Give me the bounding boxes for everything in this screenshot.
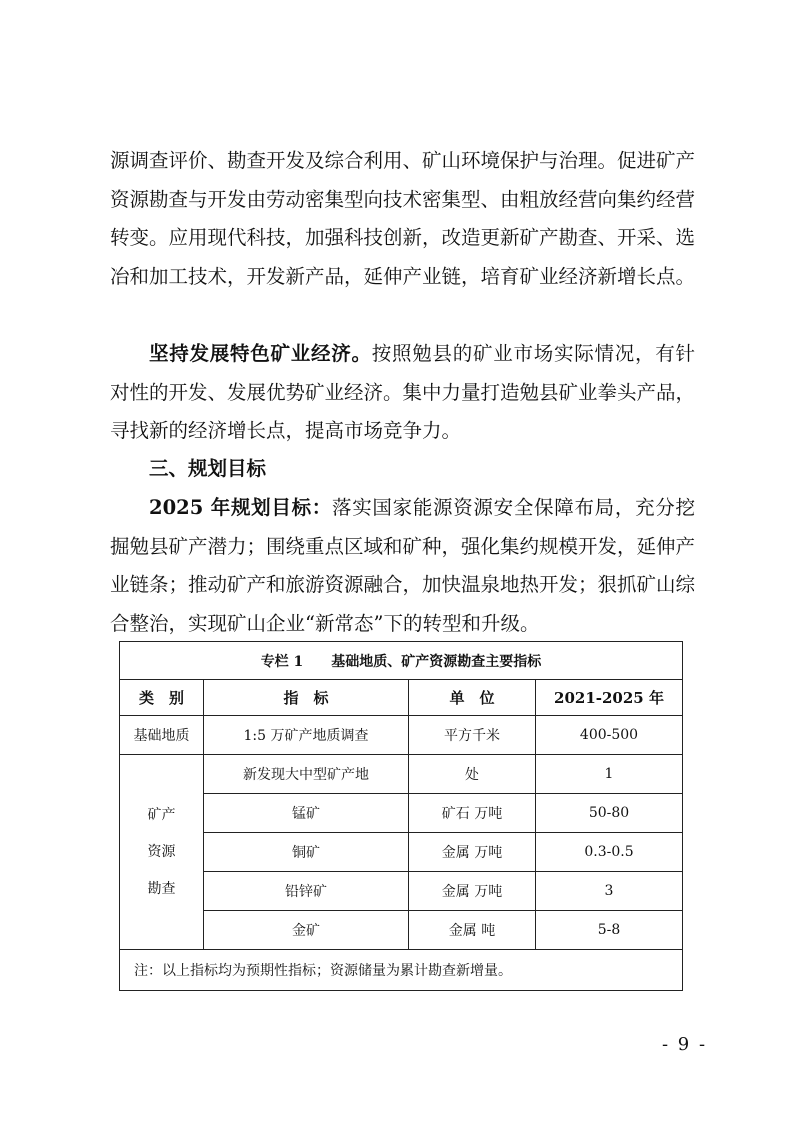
paragraph-2025-goals <box>110 489 695 643</box>
table-caption: 专栏 1 基础地质、矿产资源勘查主要指标 <box>120 642 683 680</box>
paragraph-resource-survey: 源调查评价、勘查开发及综合利用、矿山环境保护与治理。促进矿产资源勘查与开发由劳动密集型向技术密集型、由粗放经营向集约经营转变。应用现代科技，加强科技创新，改造更新矿产勘查、开采、选冶和加工技术，开发新产品，延伸产业链，培育矿业经济新增长点。 <box>110 149 696 288</box>
category-line: 资源 <box>147 843 176 860</box>
cell-category-mineral <box>120 755 204 950</box>
header-category: 类 别 <box>120 680 204 716</box>
cell-indicator: 新发现大中型矿产地 <box>204 755 409 794</box>
cell-unit: 处 <box>409 755 536 794</box>
table-row <box>120 911 683 950</box>
cell-value: 3 <box>536 872 683 911</box>
paragraph-lead-bold: 2025 年规划目标： <box>149 496 332 519</box>
table-row <box>120 872 683 911</box>
section-heading-planning-goals: 三、规划目标 <box>149 457 267 480</box>
paragraph-body: 落实国家能源资源安全保障布局，充分挖掘勉县矿产潜力；围绕重点区域和矿种，强化集约规模开发，延伸产业链条；推动矿产和旅游资源融合，加快温泉地热开发；狠抓矿山综合整治，实现矿山企业“新常态”下的转型和升级。 <box>110 496 696 635</box>
cell-indicator: 铜矿 <box>204 833 409 872</box>
cell-indicator: 金矿 <box>204 911 409 950</box>
indicator-table <box>119 641 683 991</box>
cell-value: 50-80 <box>536 794 683 833</box>
table-row <box>120 716 683 755</box>
category-line: 矿产 <box>147 806 176 823</box>
table-row <box>120 833 683 872</box>
indicator-table-box <box>119 641 682 985</box>
header-indicator: 指 标 <box>204 680 409 716</box>
cell-category: 基础地质 <box>120 716 204 755</box>
cell-indicator: 1:5 万矿产地质调查 <box>204 716 409 755</box>
cell-unit: 金属 万吨 <box>409 833 536 872</box>
cell-value: 400-500 <box>536 716 683 755</box>
page-number: - 9 - <box>662 1034 708 1055</box>
cell-unit: 金属 万吨 <box>409 872 536 911</box>
cell-value: 1 <box>536 755 683 794</box>
paragraph-lead-bold: 坚持发展特色矿业经济。 <box>149 342 372 365</box>
header-period: 2021-2025 年 <box>536 680 683 716</box>
table-row <box>120 755 683 794</box>
cell-unit: 平方千米 <box>409 716 536 755</box>
cell-value: 0.3-0.5 <box>536 833 683 872</box>
cell-value: 5-8 <box>536 911 683 950</box>
category-line: 勘查 <box>147 880 176 897</box>
header-unit: 单 位 <box>409 680 536 716</box>
cell-indicator: 铅锌矿 <box>204 872 409 911</box>
cell-unit: 金属 吨 <box>409 911 536 950</box>
table-row <box>120 794 683 833</box>
cell-unit: 矿石 万吨 <box>409 794 536 833</box>
paragraph-characteristic-mining <box>110 335 695 451</box>
paragraph-body: 按照勉县的矿业市场实际情况，有针对性的开发、发展优势矿业经济。集中力量打造勉县矿业拳头产品，寻找新的经济增长点，提高市场竞争力。 <box>110 342 696 443</box>
cell-indicator: 锰矿 <box>204 794 409 833</box>
table-note: 注：以上指标均为预期性指标；资源储量为累计勘查新增量。 <box>120 950 683 991</box>
